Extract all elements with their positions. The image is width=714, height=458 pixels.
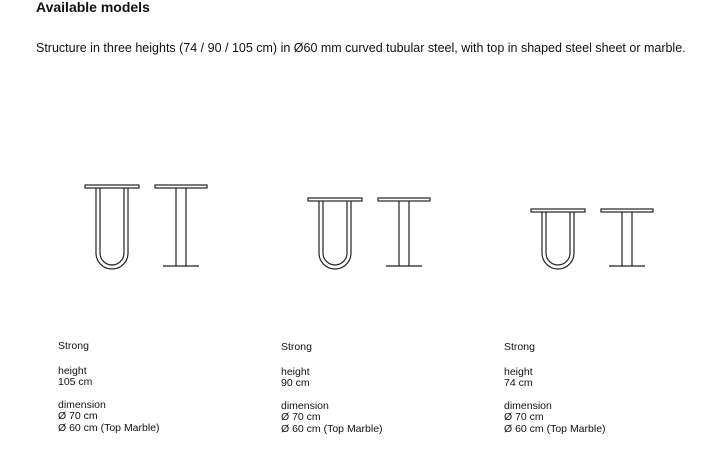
dimension-value: Ø 70 cm <box>504 411 544 423</box>
model-spec-74 <box>504 342 684 446</box>
height-value: 105 cm <box>58 376 93 388</box>
models-description: Structure in three heights (74 / 90 / 105 cm) in Ø60 mm curved tubular steel, with top in shaped steel sheet or marble. <box>36 41 686 55</box>
table-90-front-view <box>308 198 362 269</box>
section-heading: Available models <box>36 0 150 15</box>
dimension-label: dimension <box>504 399 552 412</box>
table-74-side-view <box>601 209 653 266</box>
dimension-value: Ø 60 cm (Top Marble) <box>504 422 606 435</box>
dimension-group <box>58 400 238 435</box>
height-group <box>58 366 238 389</box>
model-spec-105 <box>58 341 238 445</box>
dimension-value: Ø 70 cm <box>281 411 321 423</box>
height-label: height <box>58 364 87 377</box>
height-label: height <box>281 365 310 378</box>
model-name: Strong <box>58 340 89 352</box>
height-group <box>281 367 461 390</box>
dimension-group <box>281 401 461 436</box>
models-line-drawing <box>0 170 714 280</box>
table-74-front-view <box>531 209 585 269</box>
dimension-label: dimension <box>58 398 106 411</box>
dimension-label: dimension <box>281 399 329 412</box>
table-105-front-view <box>85 185 139 269</box>
table-90-side-view <box>378 198 430 266</box>
height-group <box>504 367 684 390</box>
model-name: Strong <box>504 341 535 353</box>
table-105-side-view <box>155 185 207 266</box>
height-value: 74 cm <box>504 377 533 389</box>
dimension-value: Ø 60 cm (Top Marble) <box>281 422 383 435</box>
model-spec-90 <box>281 342 461 446</box>
dimension-group <box>504 401 684 436</box>
dimension-value: Ø 60 cm (Top Marble) <box>58 421 160 434</box>
model-name: Strong <box>281 341 312 353</box>
height-value: 90 cm <box>281 377 310 389</box>
dimension-value: Ø 70 cm <box>58 410 98 422</box>
height-label: height <box>504 365 533 378</box>
